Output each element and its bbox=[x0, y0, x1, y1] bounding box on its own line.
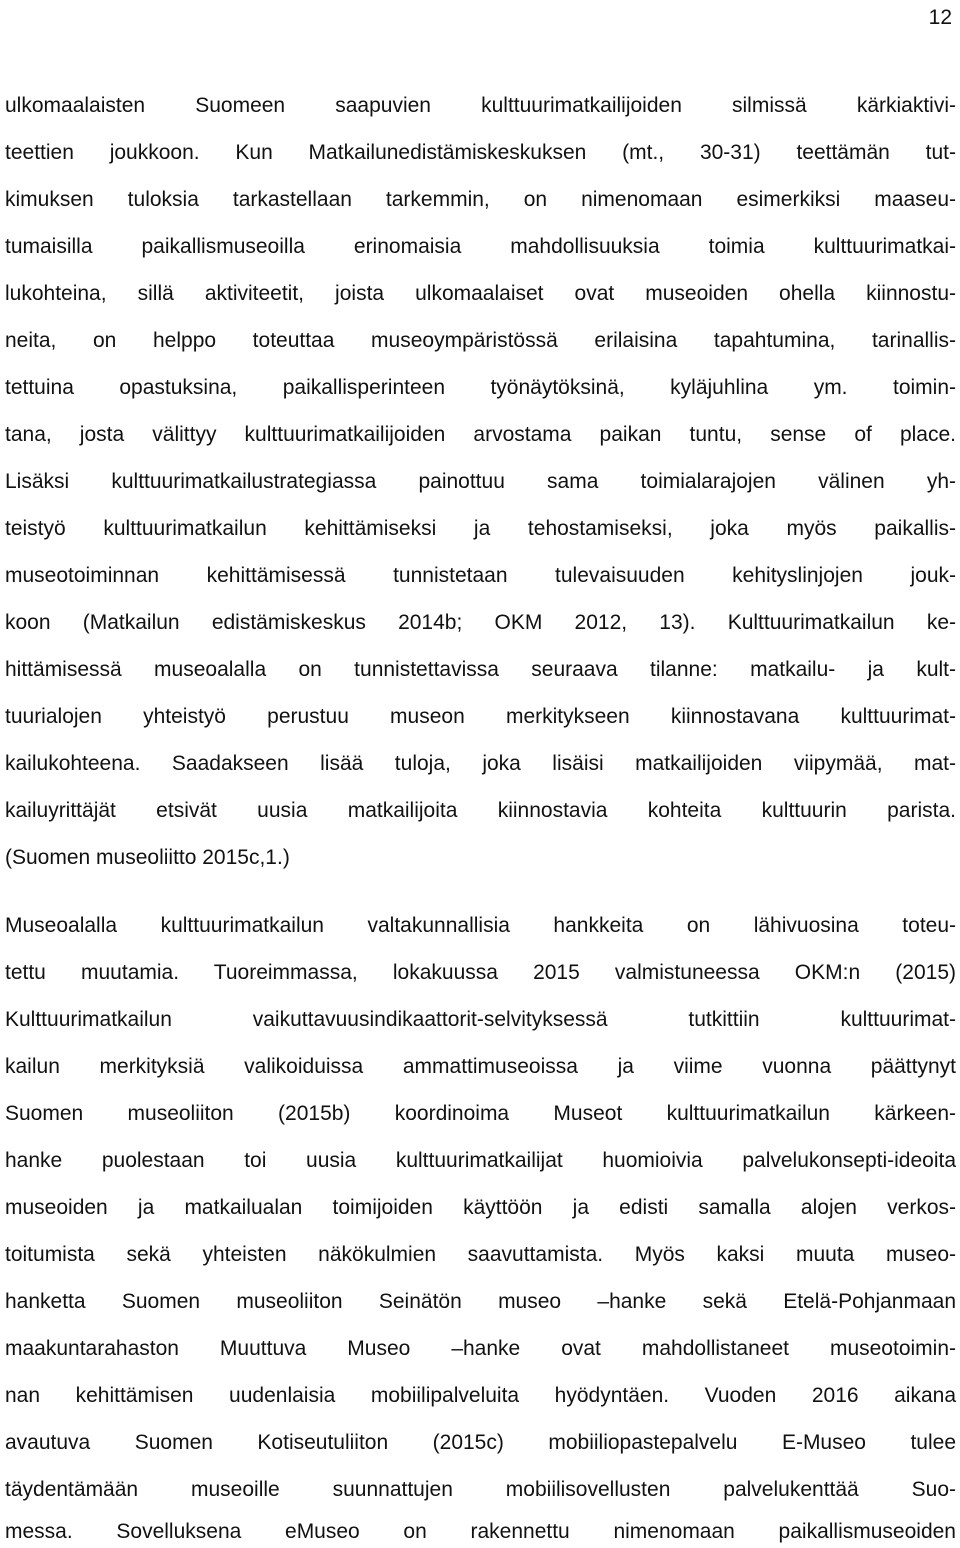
text-line: tuurialojen yhteistyö perustuu museon merkitykseen kiinnostavana kulttuurimat- bbox=[5, 705, 956, 728]
text-line: nan kehittämisen uudenlaisia mobiilipalveluita hyödyntäen. Vuoden 2016 aikana bbox=[5, 1384, 956, 1407]
text-line: Kulttuurimatkailun vaikuttavuusindikaattorit-selvityksessä tutkittiin kulttuurimat- bbox=[5, 1008, 956, 1031]
text-line: lukohteina, sillä aktiviteetit, joista ulkomaalaiset ovat museoiden ohella kiinnostu- bbox=[5, 282, 956, 305]
text-line: museoiden ja matkailualan toimijoiden käyttöön ja edisti samalla alojen verkos- bbox=[5, 1196, 956, 1219]
text-line: kailuyrittäjät etsivät uusia matkailijoita kiinnostavia kohteita kulttuurin parista. bbox=[5, 799, 956, 822]
text-line: museotoiminnan kehittämisessä tunnistetaan tulevaisuuden kehityslinjojen jouk- bbox=[5, 564, 956, 587]
text-line: hanke puolestaan toi uusia kulttuurimatkailijat huomioivia palvelukonsepti-ideoita bbox=[5, 1149, 956, 1172]
text-line: tettuina opastuksina, paikallisperinteen työnäytöksinä, kyläjuhlina ym. toimin- bbox=[5, 376, 956, 399]
page-number: 12 bbox=[928, 6, 952, 29]
text-line: messa. Sovelluksena eMuseo on rakennettu nimenomaan paikallismuseoiden bbox=[5, 1520, 956, 1543]
text-line: tettu muutamia. Tuoreimmassa, lokakuussa 2015 valmistuneessa OKM:n (2015) bbox=[5, 961, 956, 984]
text-line: kailukohteena. Saadakseen lisää tuloja, joka lisäisi matkailijoiden viipymää, mat- bbox=[5, 752, 956, 775]
text-line: täydentämään museoille suunnattujen mobiilisovellusten palvelukenttää Suo- bbox=[5, 1478, 956, 1501]
text-line: avautuva Suomen Kotiseutuliiton (2015c) mobiiliopastepalvelu E-Museo tulee bbox=[5, 1431, 956, 1454]
text-line: koon (Matkailun edistämiskeskus 2014b; OKM 2012, 13). Kulttuurimatkailun ke- bbox=[5, 611, 956, 634]
text-line: Suomen museoliiton (2015b) koordinoima Museot kulttuurimatkailun kärkeen- bbox=[5, 1102, 956, 1125]
text-line: hanketta Suomen museoliiton Seinätön museo –hanke sekä Etelä-Pohjanmaan bbox=[5, 1290, 956, 1313]
text-line: Lisäksi kulttuurimatkailustrategiassa painottuu sama toimialarajojen välinen yh- bbox=[5, 470, 956, 493]
text-line: toitumista sekä yhteisten näkökulmien saavuttamista. Myös kaksi muuta museo- bbox=[5, 1243, 956, 1266]
text-line: kimuksen tuloksia tarkastellaan tarkemmin, on nimenomaan esimerkiksi maaseu- bbox=[5, 188, 956, 211]
text-line: teettien joukkoon. Kun Matkailunedistämiskeskuksen (mt., 30-31) teettämän tut- bbox=[5, 141, 956, 164]
text-line: tana, josta välittyy kulttuurimatkailijoiden arvostama paikan tuntu, sense of place. bbox=[5, 423, 956, 446]
text-line: neita, on helppo toteuttaa museoympäristössä erilaisina tapahtumina, tarinallis- bbox=[5, 329, 956, 352]
text-line: hittämisessä museoalalla on tunnistettavissa seuraava tilanne: matkailu- ja kult- bbox=[5, 658, 956, 681]
text-line: tumaisilla paikallismuseoilla erinomaisia mahdollisuuksia toimia kulttuurimatkai- bbox=[5, 235, 956, 258]
text-line: teistyö kulttuurimatkailun kehittämiseksi ja tehostamiseksi, joka myös paikallis- bbox=[5, 517, 956, 540]
text-line: ulkomaalaisten Suomeen saapuvien kulttuurimatkailijoiden silmissä kärkiaktivi- bbox=[5, 94, 956, 117]
text-line: (Suomen museoliitto 2015c,1.) bbox=[5, 846, 290, 869]
text-line: kailun merkityksiä valikoiduissa ammattimuseoissa ja viime vuonna päättynyt bbox=[5, 1055, 956, 1078]
text-line: maakuntarahaston Muuttuva Museo –hanke ovat mahdollistaneet museotoimin- bbox=[5, 1337, 956, 1360]
text-line: Museoalalla kulttuurimatkailun valtakunnallisia hankkeita on lähivuosina toteu- bbox=[5, 914, 956, 937]
